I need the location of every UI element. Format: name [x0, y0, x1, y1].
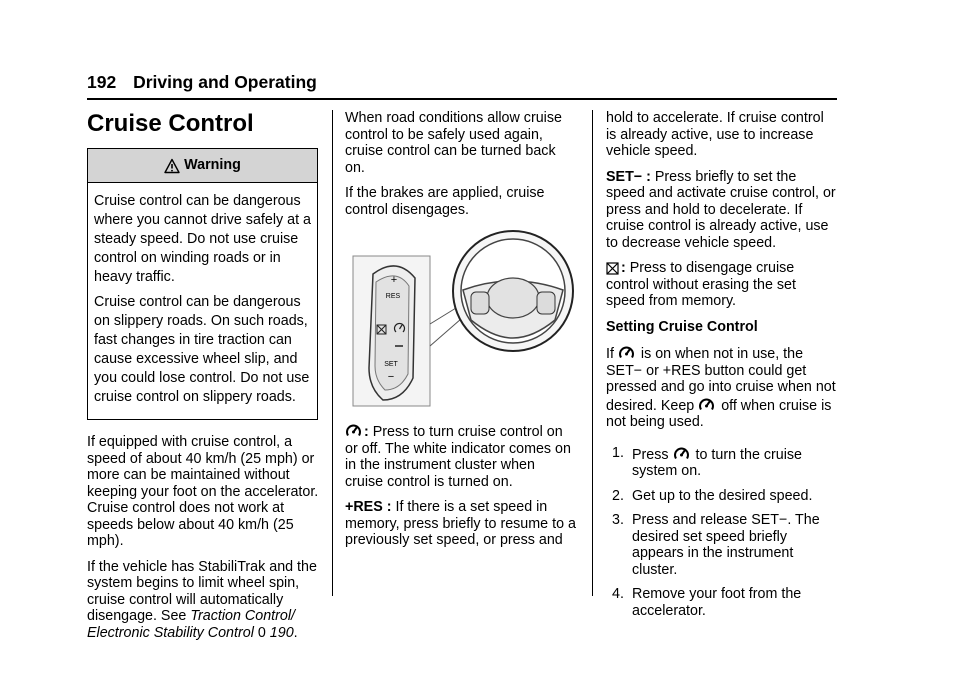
intro-paragraph: If equipped with cruise control, a speed of about 40 km/h (25 mph) or more can be maintained without keeping your foot on the accelerator. Cruise control does not work at speeds below about 40 km/h (25 mph). — [87, 434, 319, 549]
header-rule — [87, 98, 837, 100]
set-text: Press briefly to set the speed and activate cruise control, or press and hold to decelerate. If cruise control is already active, use to decrease vehicle speed. — [606, 168, 836, 251]
step-number: 2. — [612, 487, 624, 504]
cruise-onoff-label: : — [364, 424, 369, 440]
setting-text-b: is on when not in use, the SET− or +RES button could get pressed and go into cruise when not desired. Keep — [606, 346, 836, 414]
res-label: RES — [385, 293, 401, 300]
setting-cruise-heading: Setting Cruise Control — [606, 318, 758, 335]
cancel-icon — [606, 262, 619, 275]
set-label: SET — [384, 361, 398, 368]
step-text: Get up to the desired speed. — [632, 487, 813, 504]
cancel-text: Press to disengage cruise control without erasing the set speed from memory. — [606, 260, 796, 309]
list-item — [606, 488, 838, 505]
step-text — [632, 445, 838, 480]
cruise-control-icon — [698, 396, 715, 413]
brakes-paragraph: If the brakes are applied, cruise control disengages. — [345, 185, 545, 218]
steering-wheel-controls-figure — [345, 228, 577, 408]
cruise-onoff-paragraph — [345, 422, 577, 490]
set-button-label: SET− : — [606, 168, 651, 185]
warning-box — [87, 148, 318, 420]
stabilitrak-paragraph — [87, 559, 322, 642]
set-paragraph — [606, 169, 838, 252]
list-item — [606, 445, 838, 480]
page-ref[interactable]: 190 — [269, 624, 294, 641]
column-rule-1 — [332, 110, 333, 596]
page-number: 192 — [87, 72, 117, 92]
setting-text-a: If — [606, 346, 614, 362]
warning-heading: Warning — [184, 157, 241, 174]
column-3 — [606, 110, 838, 627]
column-rule-2 — [592, 110, 593, 596]
res-paragraph — [345, 499, 577, 549]
setting-text-c: off when cruise is not being used. — [606, 397, 832, 430]
warning-header — [88, 149, 317, 183]
section-title: Driving and Operating — [133, 72, 317, 92]
cancel-paragraph — [606, 260, 838, 310]
step-text: Remove your foot from the accelerator. — [632, 586, 802, 619]
resume-paragraph: When road conditions allow cruise control to be safely used again, cruise control can be turned back on. — [345, 110, 562, 176]
step-1-text-b: to turn the cruise system on. — [632, 446, 803, 479]
page-title: Cruise Control — [87, 110, 254, 137]
cruise-onoff-text: Press to turn cruise control on or off. The white indicator comes on in the instrument cluster when cruise control is turned on. — [345, 424, 571, 490]
steering-wheel-icon — [453, 231, 573, 351]
cruise-control-icon — [618, 344, 635, 361]
page-header — [87, 72, 317, 93]
column-2 — [345, 110, 577, 558]
res-text: If there is a set speed in memory, press briefly to resume to a previously set speed, or press and — [345, 499, 576, 548]
res-plus-label: + — [390, 274, 398, 286]
warning-body — [88, 183, 317, 419]
period: . — [293, 624, 298, 641]
hold-paragraph: hold to accelerate. If cruise control is already active, use to increase vehicle speed. — [606, 110, 824, 159]
step-text: Press and release SET−. The desired set speed briefly appears in the instrument cluster. — [632, 512, 820, 578]
steps-list — [606, 445, 838, 620]
step-1-text-a: Press — [632, 446, 669, 463]
cancel-label: : — [621, 260, 626, 276]
list-item — [606, 586, 838, 619]
setting-paragraph — [606, 344, 838, 431]
warning-paragraph-1: Cruise control can be dangerous where you cannot drive safely at a steady speed. Do not use cruise control on winding roads or in heavy traffic. — [94, 193, 311, 285]
stabilitrak-text: If the vehicle has StabiliTrak and the system begins to limit wheel spin, cruise control will automatically disengage. See — [87, 558, 317, 624]
warning-icon — [164, 158, 180, 174]
warning-paragraph-2: Cruise control can be dangerous on slippery roads. On such roads, fast changes in tire traction can cause excessive wheel slip, and you could lose control. Do not use cruise control on slippery roads. — [94, 294, 310, 405]
step-number: 1. — [612, 444, 624, 461]
res-button-label: +RES : — [345, 499, 392, 515]
column-1 — [87, 110, 322, 650]
step-number: 3. — [612, 512, 624, 528]
cruise-control-icon — [345, 422, 362, 439]
cruise-control-icon — [673, 445, 690, 462]
set-minus-label: − — [387, 371, 395, 383]
traction-control-link[interactable]: Traction Control/ Electronic Stability Control — [87, 608, 295, 641]
step-number: 4. — [612, 586, 624, 602]
list-item — [606, 512, 838, 578]
page-ref-arrow: 0 — [257, 624, 266, 641]
